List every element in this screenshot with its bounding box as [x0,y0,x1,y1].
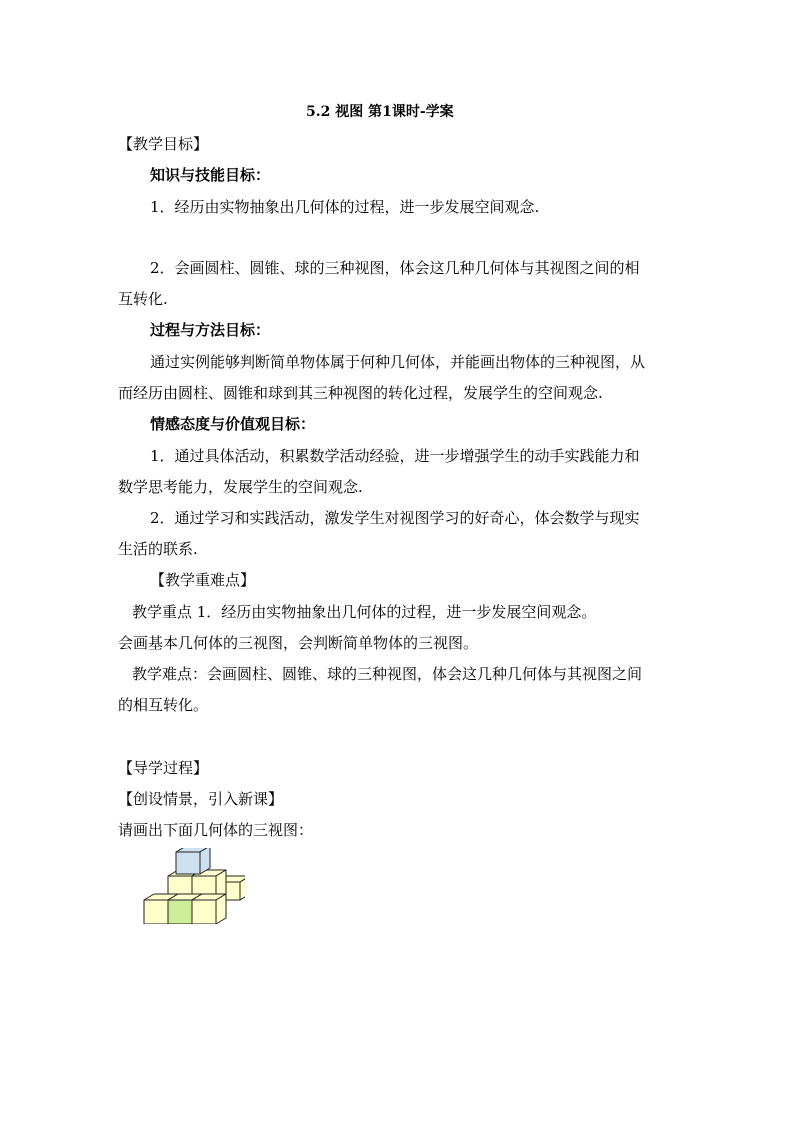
emotion-item-2-line-2: 生活的联系. [118,540,198,558]
process-text-line-1: 通过实例能够判断简单物体属于何种几何体，并能画出物体的三种视图，从 [150,353,646,371]
knowledge-item-1: 1．经历由实物抽象出几何体的过程，进一步发展空间观念. [150,198,540,216]
difficulty-line-2: 的相互转化。 [118,696,209,714]
cube-stack-figure [143,848,245,924]
difficulty-line-1: 教学难点：会画圆柱、圆锥、球的三种视图，体会这几种几何体与其视图之间 [132,665,643,683]
process-heading: 过程与方法目标： [150,321,271,339]
emotion-item-1-line-2: 数学思考能力，发展学生的空间观念. [118,478,363,496]
knowledge-item-2-line-2: 互转化. [118,290,168,308]
knowledge-heading: 知识与技能目标： [150,166,271,184]
process-text-line-2: 而经历由圆柱、圆锥和球到其三种视图的转化过程，发展学生的空间观念. [118,384,603,402]
emotion-heading: 情感态度与价值观目标： [150,415,316,433]
task-prompt: 请画出下面几何体的三视图： [118,821,314,839]
emotion-item-1-line-1: 1．通过具体活动，积累数学活动经验，进一步增强学生的动手实践能力和 [150,447,640,465]
emotion-item-2-line-1: 2．通过学习和实践活动，激发学生对视图学习的好奇心，体会数学与现实 [150,509,640,527]
section-key-heading: 【教学重难点】 [150,571,256,589]
page-title: 5.2 视图 第1课时-学案 [306,104,454,120]
key-point-line-2: 会画基本几何体的三视图，会判断简单物体的三视图。 [118,634,479,652]
cube-front-1-front-face [144,900,168,924]
knowledge-item-2-line-1: 2．会画圆柱、圆锥、球的三种视图，体会这几种几何体与其视图之间的相 [150,259,640,277]
cube-top-front-face [176,852,200,874]
cube-front-3-front-face [192,900,216,924]
section-goals-heading: 【教学目标】 [118,135,209,153]
cube-front-2-front-face [168,900,192,924]
section-process-heading: 【导学过程】 [118,759,209,777]
key-point-line-1: 教学重点 1．经历由实物抽象出几何体的过程，进一步发展空间观念。 [132,603,597,621]
section-intro-heading: 【创设情景，引入新课】 [118,790,284,808]
